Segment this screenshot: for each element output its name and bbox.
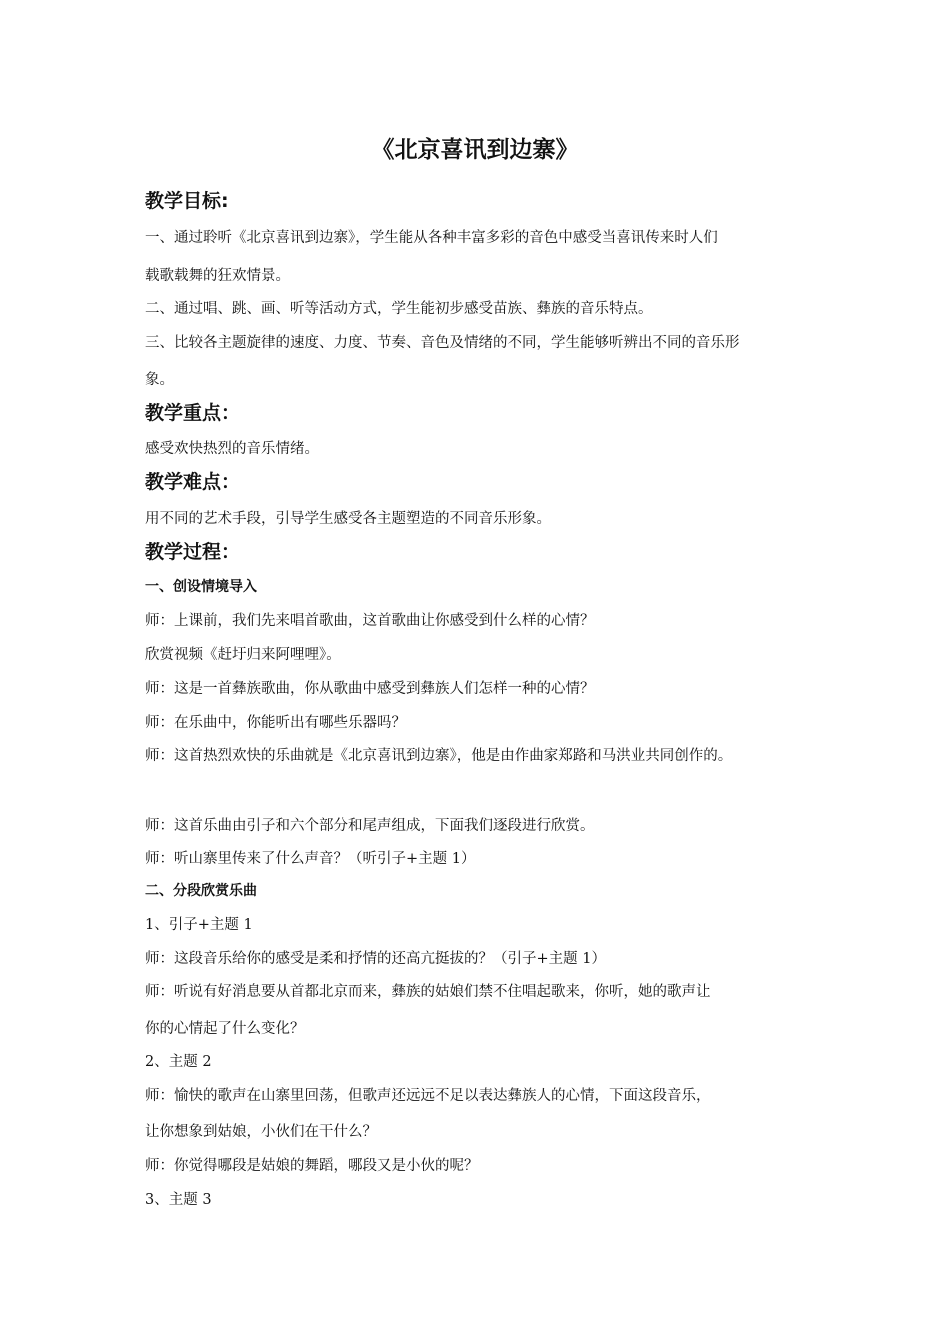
heading-teaching-process: 教学过程： (145, 541, 241, 563)
process-line: 师：这首热烈欢快的乐曲就是《北京喜讯到边寨》，他是由作曲家郑路和马洪业共同创作的。 (145, 748, 733, 764)
goal-line: 二、通过唱、跳、画、听等活动方式，学生能初步感受苗族、彝族的音乐特点。 (145, 301, 653, 317)
heading-key-points: 教学重点： (145, 402, 241, 424)
goal-line: 三、比较各主题旋律的速度、力度、节奏、音色及情绪的不同，学生能够听辨出不同的音乐形 (145, 335, 740, 351)
process-line: 师：这是一首彝族歌曲，你从歌曲中感受到彝族人们怎样一种的心情？ (145, 681, 595, 697)
process-line: 师：听说有好消息要从首都北京而来，彝族的姑娘们禁不住唱起歌来，你听，她的歌声让 (145, 984, 711, 1000)
section-number: 3、主题 3 (145, 1192, 212, 1208)
process-line: 让你想象到姑娘，小伙们在干什么？ (145, 1124, 377, 1140)
process-line: 师：上课前，我们先来唱首歌曲，这首歌曲让你感受到什么样的心情？ (145, 613, 595, 629)
heading-teaching-goals: 教学目标: (145, 190, 229, 212)
document-title: 《北京喜讯到边寨》 (371, 137, 579, 163)
goal-line: 象。 (145, 372, 174, 388)
process-line: 师：愉快的歌声在山寨里回荡，但歌声还远远不足以表达彝族人的心情，下面这段音乐， (145, 1088, 711, 1104)
process-line: 你的心情起了什么变化？ (145, 1021, 305, 1037)
heading-difficult-points: 教学难点： (145, 471, 241, 493)
subheading-part-2: 二、分段欣赏乐曲 (145, 883, 257, 899)
section-number: 2、主题 2 (145, 1054, 212, 1070)
difficult-point-text: 用不同的艺术手段，引导学生感受各主题塑造的不同音乐形象。 (145, 511, 551, 527)
goal-line: 载歌载舞的狂欢情景。 (145, 268, 290, 284)
process-line: 师：在乐曲中，你能听出有哪些乐器吗？ (145, 715, 406, 731)
subheading-part-1: 一、创设情境导入 (145, 579, 257, 595)
process-line: 师：这首乐曲由引子和六个部分和尾声组成，下面我们逐段进行欣赏。 (145, 818, 595, 834)
process-line: 师：你觉得哪段是姑娘的舞蹈，哪段又是小伙的呢？ (145, 1158, 479, 1174)
section-number: 1、引子+主题 1 (145, 917, 253, 933)
goal-line: 一、通过聆听《北京喜讯到边寨》，学生能从各种丰富多彩的音色中感受当喜讯传来时人们 (145, 230, 718, 246)
process-line: 师：听山寨里传来了什么声音？（听引子+主题 1） (145, 851, 476, 867)
process-line: 师：这段音乐给你的感受是柔和抒情的还高亢挺拔的？（引子+主题 1） (145, 951, 606, 967)
process-line: 欣赏视频《赶圩归来阿哩哩》。 (145, 647, 341, 663)
key-point-text: 感受欢快热烈的音乐情绪。 (145, 441, 319, 457)
